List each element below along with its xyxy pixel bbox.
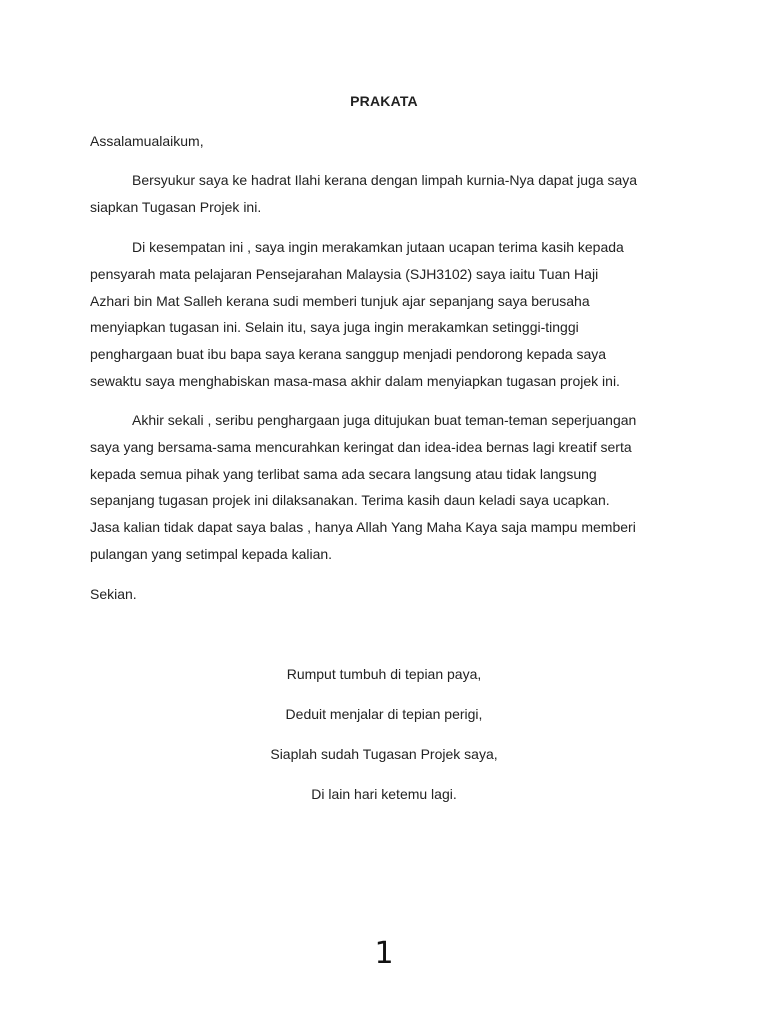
- paragraph-line: Akhir sekali , seribu penghargaan juga ditujukan buat teman-teman seperjuangan: [132, 412, 637, 428]
- paragraph-line: kepada semua pihak yang terlibat sama ada secara langsung atau tidak langsung: [90, 465, 597, 482]
- pantun-line: Siaplah sudah Tugasan Projek saya,: [270, 746, 498, 762]
- paragraph-3: [90, 407, 690, 568]
- paragraph-line: Jasa kalian tidak dapat saya balas , hanya Allah Yang Maha Kaya saja mampu memberi: [90, 519, 636, 536]
- paragraph-line: Azhari bin Mat Salleh kerana sudi memberi tunjuk ajar sepanjang saya berusaha: [90, 292, 590, 309]
- paragraph-line: sewaktu saya menghabiskan masa-masa akhir dalam menyiapkan tugasan projek ini.: [90, 372, 620, 389]
- paragraph-line: saya yang bersama-sama mencurahkan keringat dan idea-idea bernas lagi kreatif serta: [90, 438, 632, 455]
- paragraph-line: penghargaan buat ibu bapa saya kerana sanggup menjadi pendorong kepada saya: [90, 346, 607, 363]
- pantun: [0, 665, 768, 825]
- paragraph-2: [90, 234, 690, 395]
- paragraph-line: sepanjang tugasan projek ini dilaksanakan. Terima kasih daun keladi saya ucapkan.: [90, 492, 610, 509]
- paragraph-line: menyiapkan tugasan ini. Selain itu, saya juga ingin merakamkan setinggi-tinggi: [90, 319, 579, 336]
- page-title: PRAKATA: [350, 93, 418, 109]
- paragraph-line: Bersyukur saya ke hadrat Ilahi kerana dengan limpah kurnia-Nya dapat juga saya: [132, 172, 638, 188]
- pantun-line: Rumput tumbuh di tepian paya,: [286, 666, 482, 682]
- pantun-line: Di lain hari ketemu lagi.: [311, 786, 457, 802]
- paragraph-1: [90, 167, 690, 221]
- greeting: Assalamualaikum,: [90, 133, 204, 149]
- paragraph-line: Di kesempatan ini , saya ingin merakamkan jutaan ucapan terima kasih kepada: [132, 239, 624, 255]
- paragraph-line: pensyarah mata pelajaran Pensejarahan Malaysia (SJH3102) saya iaitu Tuan Haji: [90, 265, 599, 282]
- page-number: 1: [374, 936, 394, 971]
- pantun-line: Deduit menjalar di tepian perigi,: [285, 706, 483, 722]
- closing: Sekian.: [90, 586, 137, 602]
- paragraph-line: pulangan yang setimpal kepada kalian.: [90, 545, 333, 562]
- paragraph-line: siapkan Tugasan Projek ini.: [90, 198, 262, 215]
